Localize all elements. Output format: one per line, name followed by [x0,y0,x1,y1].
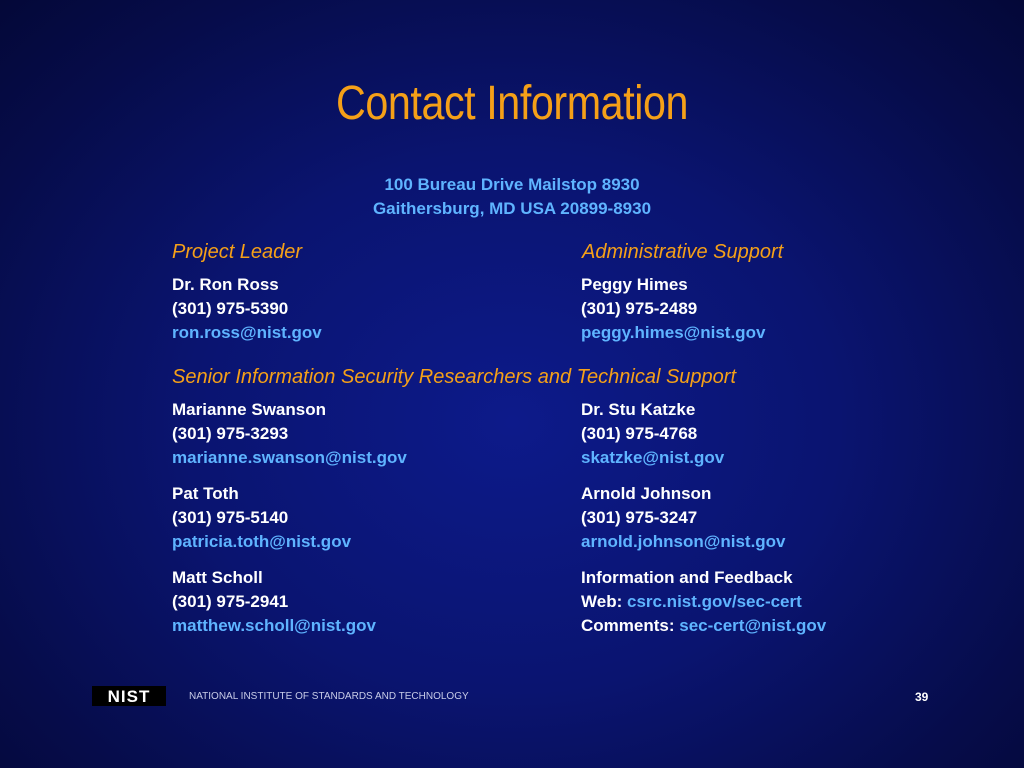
admin-support-email-link[interactable]: peggy.himes@nist.gov [581,323,766,342]
contact-email-link[interactable]: matthew.scholl@nist.gov [172,616,376,635]
feedback-comments-link[interactable]: sec-cert@nist.gov [679,616,827,635]
footer-institute-name: NATIONAL INSTITUTE OF STANDARDS AND TECHNOLOGY [189,691,469,702]
feedback-web-row [581,592,802,612]
address-line-1: 100 Bureau Drive Mailstop 8930 [384,175,640,194]
contact-phone: (301) 975-3247 [581,508,698,527]
contact-name: Matt Scholl [172,568,263,587]
contact-name: Arnold Johnson [581,484,712,503]
contact-phone: (301) 975-3293 [172,424,289,443]
project-leader-phone: (301) 975-5390 [172,299,289,318]
contact-phone: (301) 975-2941 [172,592,289,611]
admin-support-name: Peggy Himes [581,275,688,294]
researchers-heading: Senior Information Security Researchers and Technical Support [172,366,737,388]
admin-support-heading: Administrative Support [582,241,784,263]
address-line-2: Gaithersburg, MD USA 20899-8930 [372,199,652,218]
project-leader-heading: Project Leader [172,241,303,263]
page-number: 39 [915,690,929,704]
nist-logo-text: NIST [107,687,151,706]
feedback-web-label: Web: [581,592,623,611]
contact-name: Dr. Stu Katzke [581,400,696,419]
contact-phone: (301) 975-5140 [172,508,289,527]
page-title: Contact Information [335,77,689,130]
feedback-comments-row [581,616,826,636]
contact-name: Pat Toth [172,484,239,503]
nist-logo [92,686,166,706]
contact-email-link[interactable]: skatzke@nist.gov [581,448,725,467]
contact-email-link[interactable]: marianne.swanson@nist.gov [172,448,407,467]
feedback-heading: Information and Feedback [581,568,793,587]
feedback-comments-label: Comments: [581,616,675,635]
project-leader-name: Dr. Ron Ross [172,275,279,294]
feedback-web-link[interactable]: csrc.nist.gov/sec-cert [626,592,802,611]
admin-support-phone: (301) 975-2489 [581,299,698,318]
contact-email-link[interactable]: arnold.johnson@nist.gov [581,532,786,551]
contact-email-link[interactable]: patricia.toth@nist.gov [172,532,352,551]
project-leader-email-link[interactable]: ron.ross@nist.gov [172,323,322,342]
contact-name: Marianne Swanson [172,400,326,419]
contact-phone: (301) 975-4768 [581,424,698,443]
